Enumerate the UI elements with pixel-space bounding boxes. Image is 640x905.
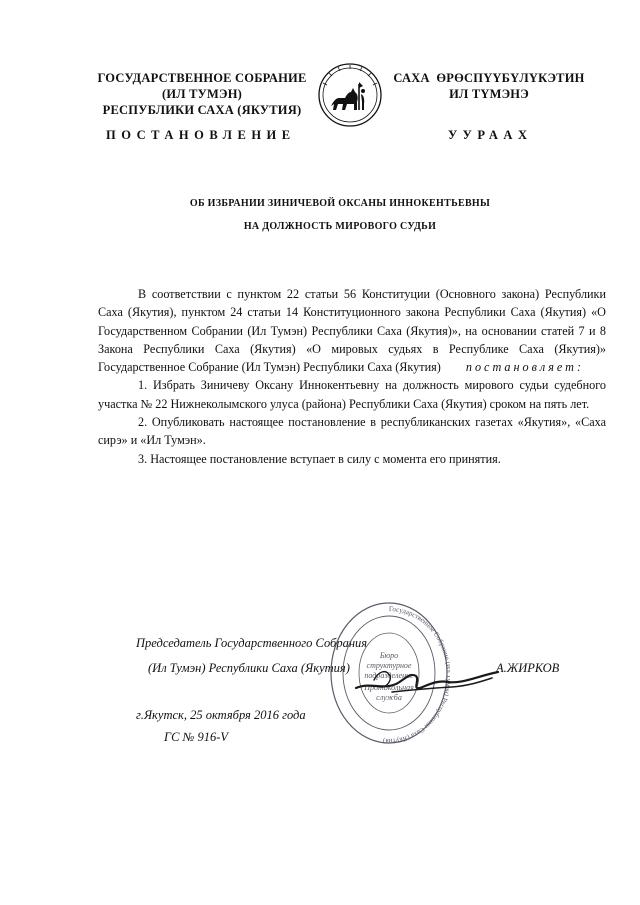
header-left <box>84 70 320 118</box>
signature-position-line1: Председатель Государственного Собрания <box>136 636 368 650</box>
signature-name: А.ЖИРКОВ <box>496 661 560 675</box>
stamp-center-line5: служба <box>376 693 402 702</box>
header-right-line1: САХА ӨРӨСПҮҮБҮЛҮКЭТИН <box>393 71 585 85</box>
stamp-center-line4: Протокольная <box>364 683 414 692</box>
preamble-paragraph <box>98 285 606 376</box>
header-right <box>384 70 594 102</box>
stamp-center-line2: структурное <box>366 661 412 670</box>
item-2: 2. Опубликовать настоящее постановление в республиканских газетах «Якутия», «Саха сирэ» и «Ил Тумэн». <box>98 415 606 448</box>
stamp-center-line3: подразделение <box>364 671 414 680</box>
title-line2: НА ДОЛЖНОСТЬ МИРОВОГО СУДЬИ <box>243 221 437 232</box>
title-line1: ОБ ИЗБРАНИИ ЗИНИЧЕВОЙ ОКСАНЫ ИННОКЕНТЬЕВНЫ <box>189 198 491 209</box>
resolves-text: постановляет: <box>465 360 585 375</box>
handwritten-signature <box>352 654 502 704</box>
emblem-icon <box>317 62 383 128</box>
item-1: 1. Избрать Зиничеву Оксану Иннокентьевну на должность мирового судьи судебного участка № 22 Нижнеколымского улуса (района) Республики Саха (Якутия) сроком на пять лет. <box>98 378 606 411</box>
header-right-line2: ИЛ ТҮМЭНЭ <box>449 87 529 101</box>
item-3: 3. Настоящее постановление вступает в силу с момента его принятия. <box>138 451 501 466</box>
header-left-line1: ГОСУДАРСТВЕННОЕ СОБРАНИЕ <box>97 71 307 85</box>
place-date: г.Якутск, 25 октября 2016 года <box>136 708 306 722</box>
header-left-line3: РЕСПУБЛИКИ САХА (ЯКУТИЯ) <box>102 103 302 117</box>
signature-position-line2: (Ил Тумэн) Республики Саха (Якутия) <box>148 661 350 675</box>
doc-type-right: УУРААХ <box>448 128 533 142</box>
preamble-text: В соответствии с пунктом 22 статьи 56 Конституции (Основного закона) Республики Саха (Якутия), пунктом 24 статьи 14 Конституционного закона Республики Саха (Якутия) «О Государственном Собрании (Ил Тумэн) Республики Саха (Якутия)», на основании статей 7 и 8 Закона Республики Саха (Якутия) «О мировых судьях в Республике Саха (Якутия)» Государственное Собрание (Ил Тумэн) Республики Саха (Якутия) <box>98 287 606 375</box>
stamp-ring-text: Государственное Собрани ) Республики Саха (Якутия) <box>382 604 450 746</box>
stamp-center-line1: Бюро <box>379 651 399 660</box>
document-body <box>98 285 606 468</box>
header-left-line2: (ИЛ ТУМЭН) <box>162 87 242 101</box>
document-number: ГС № 916-V <box>164 730 229 744</box>
doc-type-left: ПОСТАНОВЛЕНИЕ <box>106 128 296 142</box>
